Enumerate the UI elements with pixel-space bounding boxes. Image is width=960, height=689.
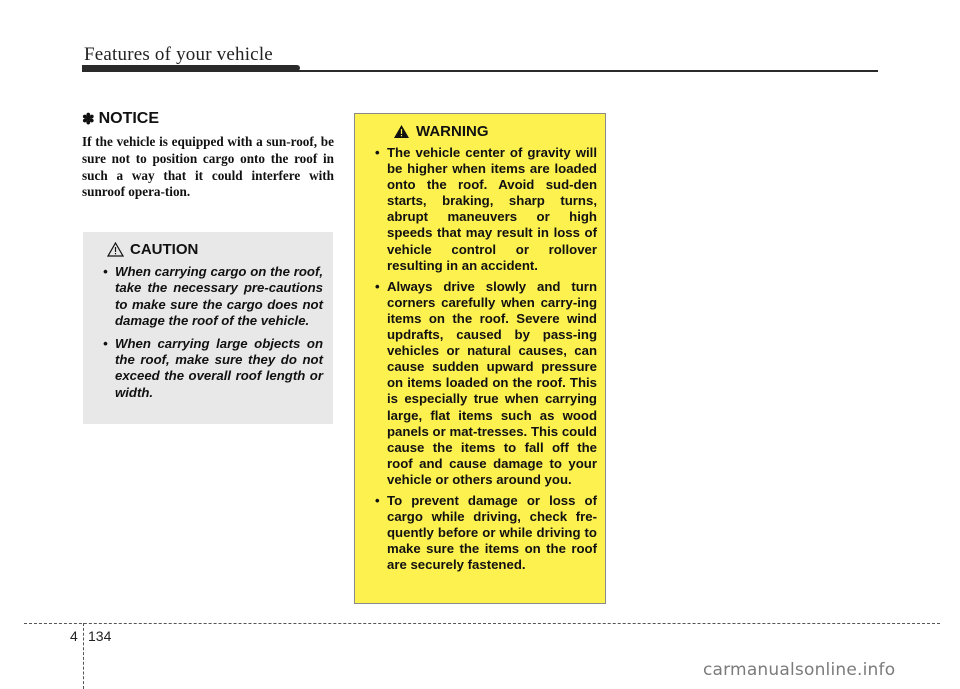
page-header-title: Features of your vehicle bbox=[84, 44, 273, 65]
star-icon: ✽ bbox=[82, 111, 95, 128]
warning-heading bbox=[365, 123, 597, 140]
warning-triangle-icon bbox=[107, 242, 124, 257]
caution-item: • When carrying large objects on the roof, make sure they do not exceed the overall roof length or width. bbox=[103, 335, 323, 400]
notice-heading-text: NOTICE bbox=[98, 110, 160, 127]
warning-item: • To prevent damage or loss of cargo while driving, check fre-quently before or while driving to make sure the items on the roof are securely fastened. bbox=[375, 492, 597, 573]
warning-item: • Always drive slowly and turn corners carefully when carry-ing items on the roof. Severe wind updrafts, caused by pass-ing vehicles or natural causes, can cause sudden upward pressure on items loaded on the roof. This is especially true when carrying large, flat items such as wood panels or mat-tresses. This could cause the items to fall off the roof and cause damage to your vehicle or others around you. bbox=[375, 278, 597, 487]
caution-box bbox=[83, 232, 333, 424]
notice-heading bbox=[82, 110, 334, 128]
chapter-number: 4 bbox=[70, 628, 78, 644]
caution-item-text: When carrying cargo on the roof, take the necessary pre-cautions to make sure the cargo does not damage the roof of the vehicle. bbox=[115, 264, 323, 329]
watermark: carmanualsonline.info bbox=[703, 660, 896, 680]
warning-heading-text: WARNING bbox=[416, 123, 489, 140]
footer-divider bbox=[83, 623, 84, 689]
notice-body: If the vehicle is equipped with a sun-roof, be sure not to position cargo onto the roof in such a way that it could interfere with sunroof opera-tion. bbox=[82, 134, 334, 200]
warning-list bbox=[365, 145, 597, 573]
warning-item-text: The vehicle center of gravity will be higher when items are loaded onto the roof. Avoid sud-den starts, braking, sharp turns, abrupt maneuvers or high speeds that may result in loss of vehicle control or rollover resulting in an accident. bbox=[387, 145, 597, 273]
warning-triangle-icon bbox=[393, 124, 410, 139]
header-rule bbox=[82, 70, 878, 72]
warning-item: • The vehicle center of gravity will be higher when items are loaded onto the roof. Avoid sud-den starts, braking, sharp turns, abrupt maneuvers or high speeds that may result in loss of vehicle control or rollover resulting in an accident. bbox=[375, 145, 597, 273]
caution-item: • When carrying cargo on the roof, take the necessary pre-cautions to make sure the cargo does not damage the roof of the vehicle. bbox=[103, 264, 323, 329]
caution-item-text: When carrying large objects on the roof, make sure they do not exceed the overall roof length or width. bbox=[115, 335, 323, 400]
notice-section bbox=[82, 110, 334, 201]
caution-heading bbox=[93, 241, 323, 258]
page-number: 134 bbox=[88, 628, 112, 644]
footer-rule bbox=[24, 623, 940, 624]
caution-list bbox=[93, 264, 323, 401]
warning-box bbox=[354, 113, 606, 604]
caution-heading-text: CAUTION bbox=[130, 241, 199, 258]
warning-item-text: To prevent damage or loss of cargo while driving, check fre-quently before or while driving to make sure the items on the roof are securely fastened. bbox=[387, 492, 597, 573]
warning-item-text: Always drive slowly and turn corners carefully when carry-ing items on the roof. Severe wind updrafts, caused by pass-ing vehicles or natural causes, can cause sudden upward pressure on items loaded on the roof. This is especially true when carrying large, flat items such as wood panels or mat-tresses. This could cause the items to fall off the roof and cause damage to your vehicle or others around you. bbox=[387, 278, 597, 487]
